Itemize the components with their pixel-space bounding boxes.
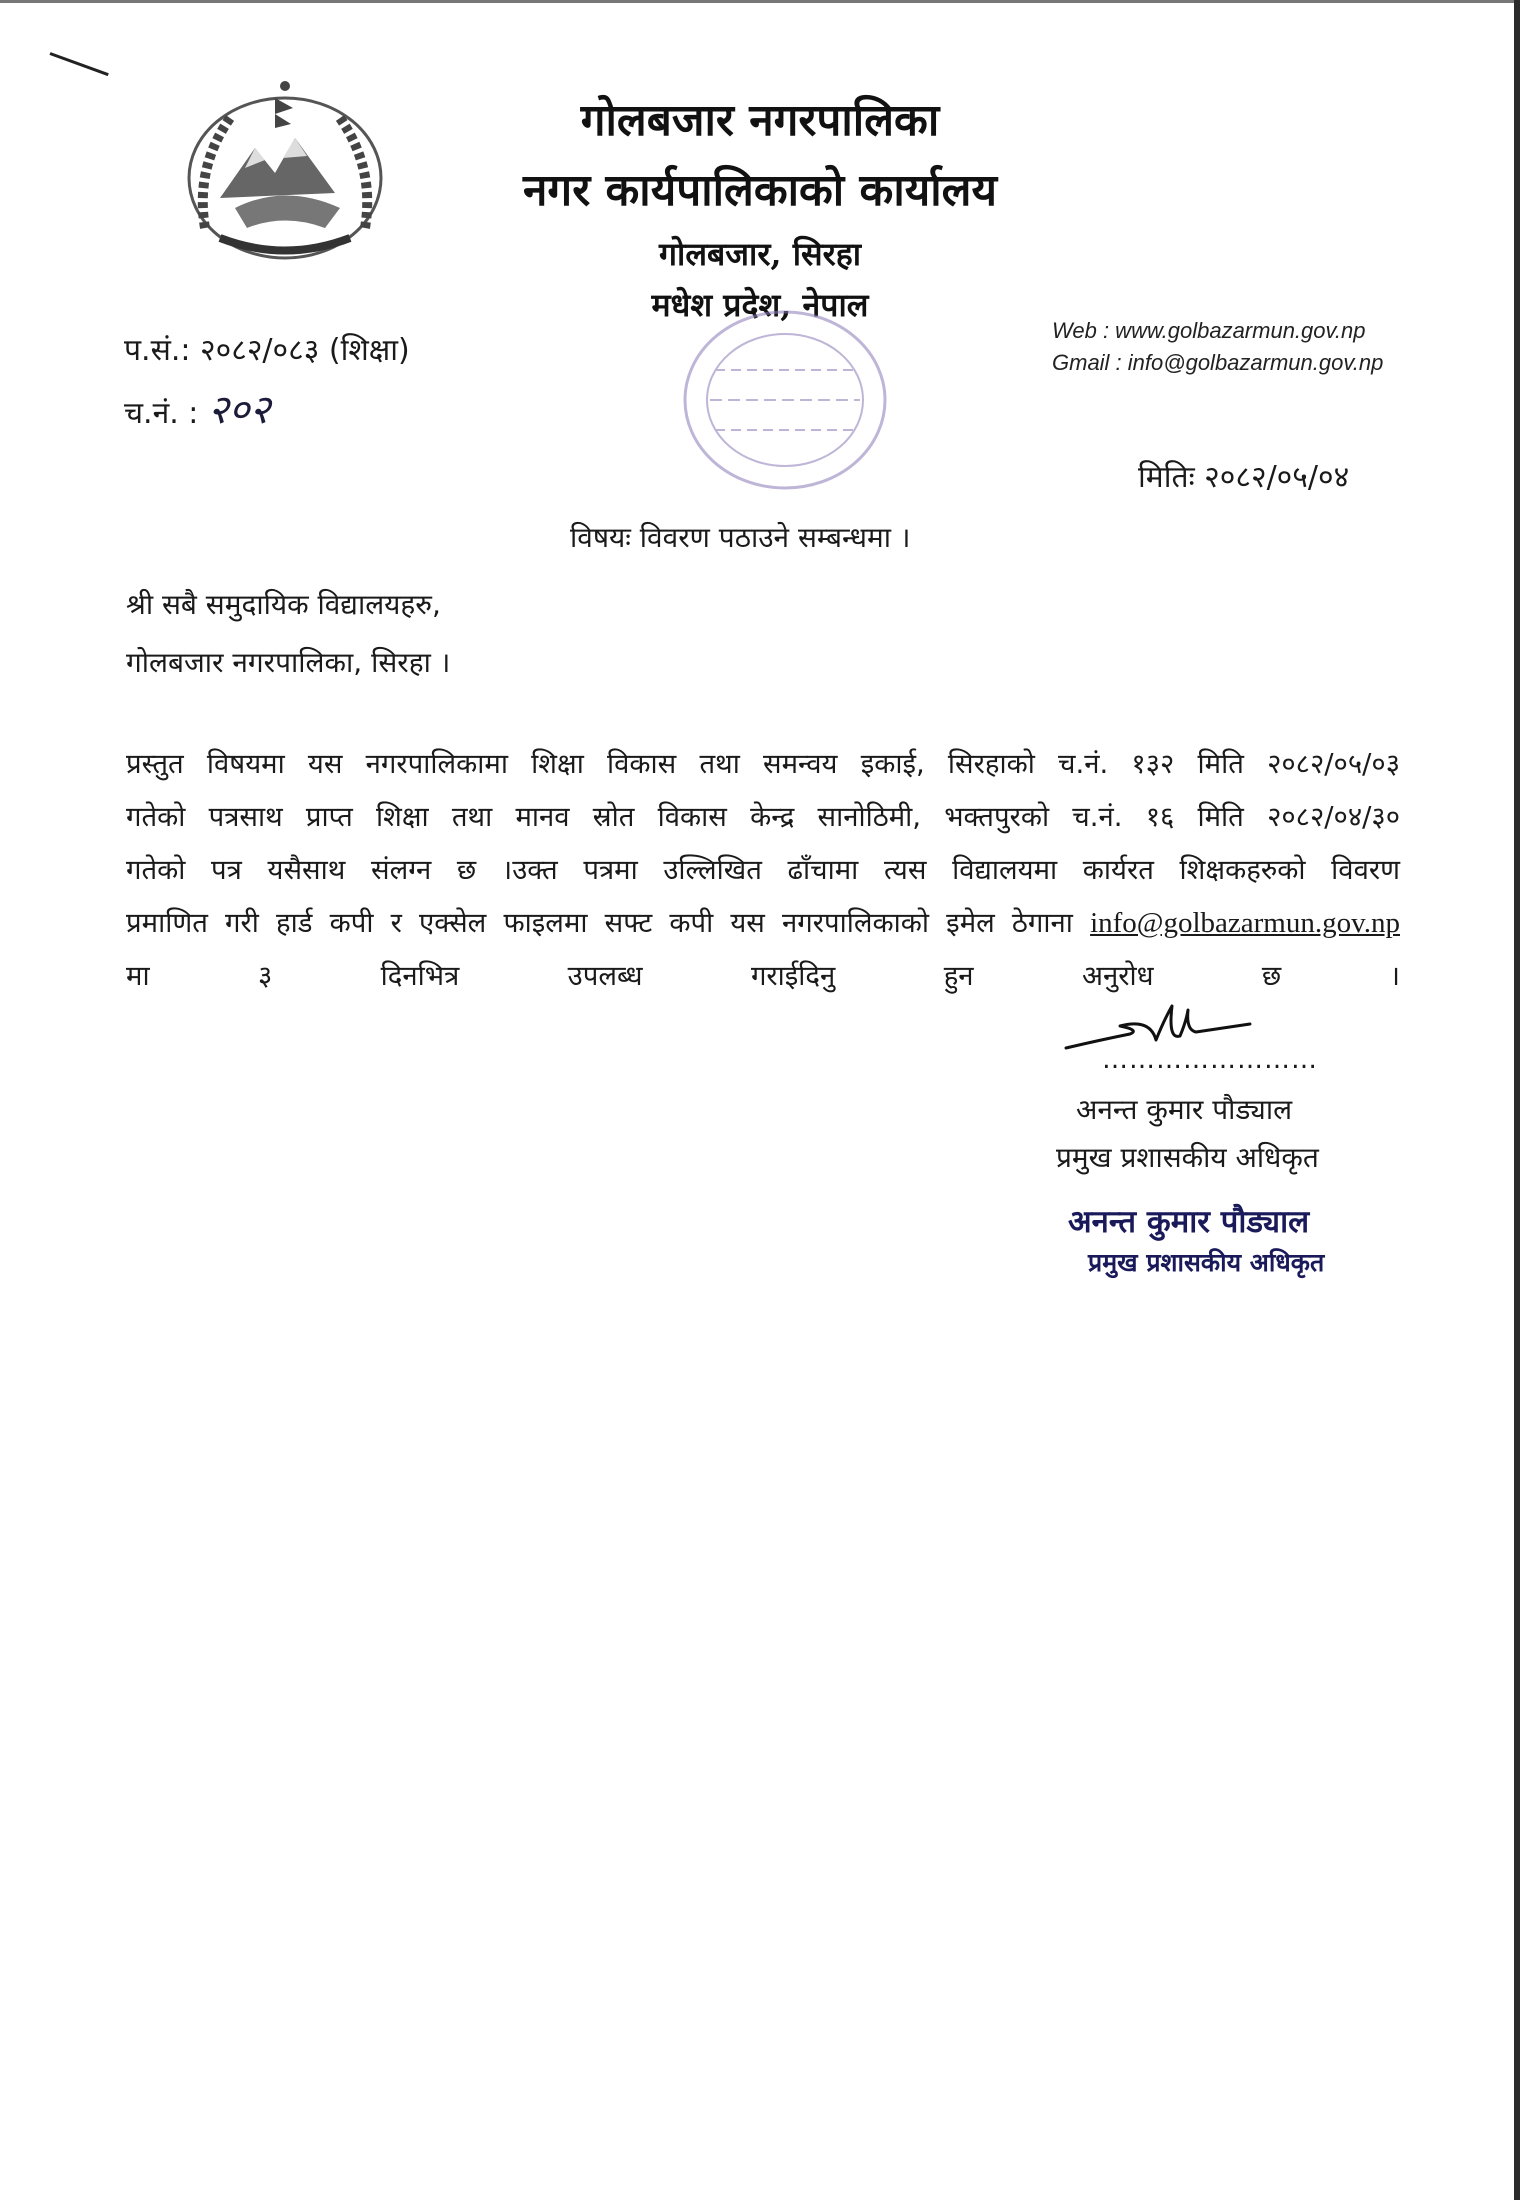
- signatory-name: अनन्त कुमार पौड्याल: [1076, 1093, 1293, 1126]
- dispatch-label: च.नं. :: [124, 396, 199, 431]
- dispatch-number-handwritten: २०२: [207, 387, 271, 433]
- office-seal-icon: [670, 300, 900, 500]
- name-stamp: अनन्त कुमार पौड्याल: [1068, 1204, 1310, 1240]
- nepal-emblem-icon: [175, 78, 395, 268]
- office-subtitle: नगर कार्यपालिकाको कार्यालय: [523, 165, 997, 216]
- signature-dots: ……………………: [1102, 1045, 1318, 1075]
- office-location: गोलबजार, सिरहा: [659, 235, 861, 273]
- office-name: गोलबजार नगरपालिका: [580, 95, 940, 146]
- body-line-5: मा ३ दिनभित्र उपलब्ध गराईदिनु हुन अनुरोध छ ।: [126, 960, 1400, 992]
- addressee-line-2: गोलबजार नगरपालिका, सिरहा ।: [126, 646, 451, 679]
- body-line-4: [126, 904, 1400, 941]
- email-text: Gmail : info@golbazarmun.gov.np: [1052, 350, 1384, 375]
- office-province: मधेश प्रदेश, नेपाल: [651, 286, 869, 324]
- pen-mark: [49, 52, 108, 76]
- body-line-3: गतेको पत्र यसैसाथ संलग्न छ ।उक्त पत्रमा उल्लिखित ढाँचामा त्यस विद्यालयमा कार्यरत शिक्षकहरुको विवरण: [126, 854, 1400, 886]
- email-link[interactable]: info@golbazarmun.gov.np: [1090, 907, 1400, 939]
- dispatch-number: [124, 380, 270, 435]
- letter-date: मितिः २०८२/०५/०४: [1138, 460, 1350, 495]
- letter-number: प.सं.: २०८२/०८३ (शिक्षा): [124, 333, 410, 368]
- title-stamp: प्रमुख प्रशासकीय अधिकृत: [1088, 1248, 1325, 1277]
- scan-top-edge: [0, 0, 1520, 3]
- signatory-title: प्रमुख प्रशासकीय अधिकृत: [1056, 1141, 1319, 1174]
- body-line-1: प्रस्तुत विषयमा यस नगरपालिकामा शिक्षा विकास तथा समन्वय इकाई, सिरहाको च.नं. १३२ मिति २०८२/०५/०३: [126, 748, 1400, 780]
- addressee-line-1: श्री सबै समुदायिक विद्यालयहरु,: [126, 588, 441, 621]
- body-line-4-text: प्रमाणित गरी हार्ड कपी र एक्सेल फाइलमा सफ्ट कपी यस नगरपालिकाको इमेल ठेगाना: [126, 907, 1091, 939]
- subject-line: विषयः विवरण पठाउने सम्बन्धमा ।: [570, 521, 911, 554]
- body-line-2: गतेको पत्रसाथ प्राप्त शिक्षा तथा मानव स्रोत विकास केन्द्र सानोठिमी, भक्तपुरको च.नं. १६ मिति २०८२/०४/३०: [126, 801, 1400, 833]
- scan-right-edge: [1514, 0, 1520, 2200]
- website-text: Web : www.golbazarmun.gov.np: [1052, 318, 1366, 343]
